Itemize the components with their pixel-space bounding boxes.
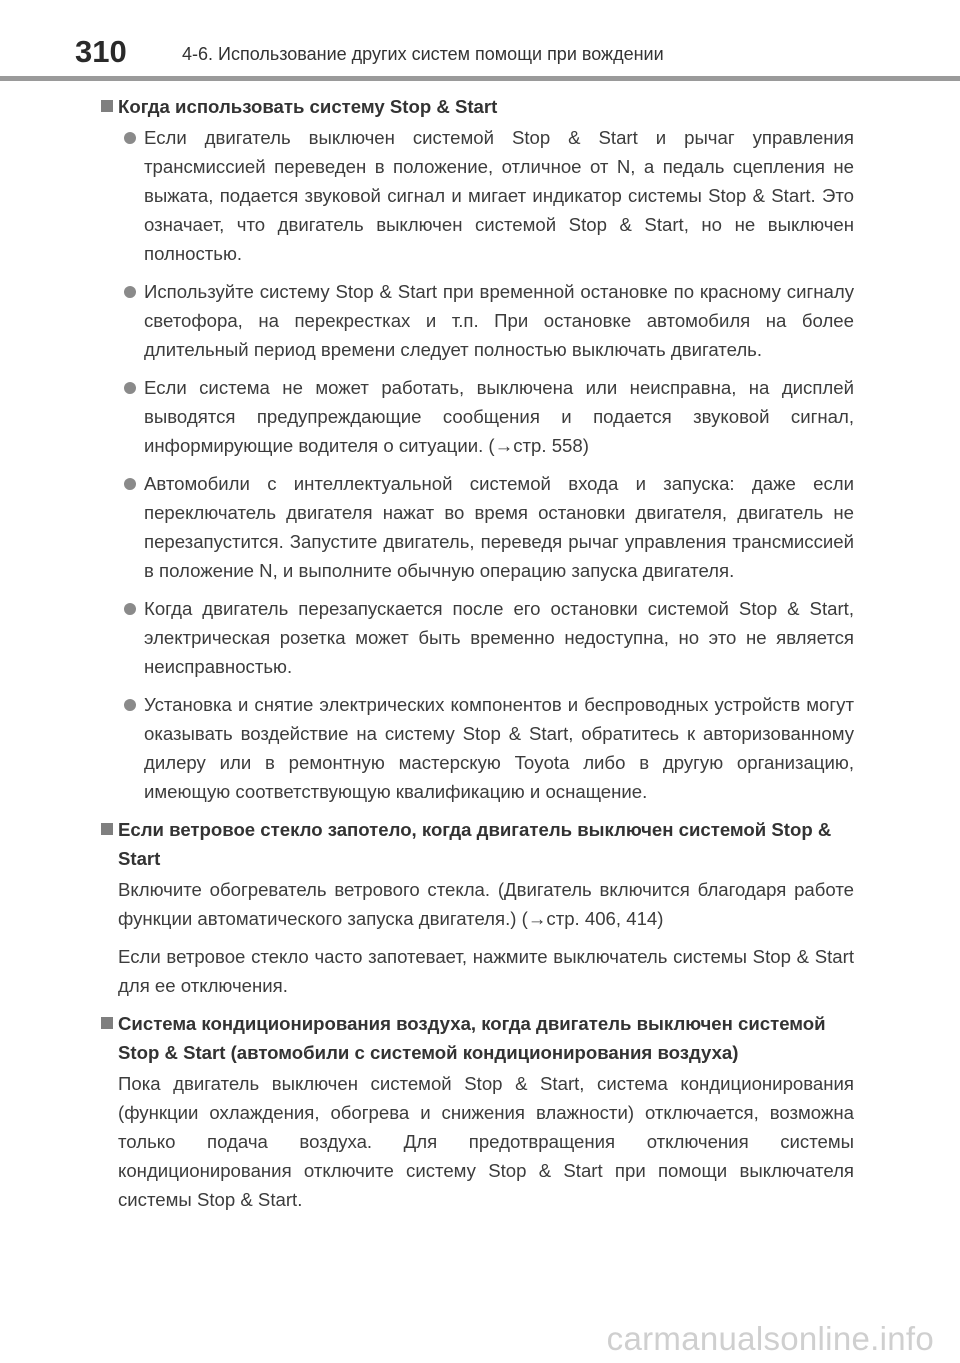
circle-bullet-icon <box>124 478 136 490</box>
bullet-text: Если двигатель выключен системой Stop & Start и рычаг управления трансмиссией переведен в положение, отличное от N, а педаль сцепления не выжата, подается звуковой сигнал и мигает индикатор системы Stop & Start. Это означает, что двигатель выключен системой Stop & Start, но не выключен полностью. <box>144 127 854 264</box>
bullet-item <box>97 594 854 681</box>
circle-bullet-icon <box>124 286 136 298</box>
page-number: 310 <box>75 34 127 69</box>
bullet-text: Автомобили с интеллектуальной системой входа и запуска: даже если переключатель двигателя нажат во время остановки двигателя, двигатель не перезапустится. Запустите двигатель, переведя рычаг управления трансмиссией в положение N, и выполните обычную операцию запуска двигателя. <box>144 473 854 581</box>
paragraph: Включите обогреватель ветрового стекла. (Двигатель включится благодаря работе функции автоматического запуска двигателя.) (→стр. 406, 414) <box>118 879 854 929</box>
paragraph: Если ветровое стекло часто запотевает, нажмите выключатель системы Stop & Start для ее отключения. <box>118 946 854 996</box>
section-heading-text: Если ветровое стекло запотело, когда двигатель выключен системой Stop & Start <box>118 819 832 869</box>
section-heading-text: Когда использовать систему Stop & Start <box>118 96 498 117</box>
bullet-item <box>97 123 854 268</box>
circle-bullet-icon <box>124 603 136 615</box>
bullet-item <box>97 690 854 806</box>
bullet-text: Если система не может работать, выключена или неисправна, на дисплей выводятся предупреждающие сообщения и подается звуковой сигнал, информирующие водителя о ситуации. (→стр. 558) <box>144 377 854 456</box>
section-heading <box>97 92 854 121</box>
section-heading-text: Система кондиционирования воздуха, когда двигатель выключен системой Stop & Start (автомобили с системой кондиционирования воздуха) <box>118 1013 826 1063</box>
bullet-item <box>97 373 854 460</box>
section-heading <box>97 815 854 873</box>
watermark: carmanualsonline.info <box>606 1320 934 1357</box>
chapter-title: 4-6. Использование других систем помощи при вождении <box>182 44 664 64</box>
page-content <box>97 92 854 1223</box>
bullet-text: Используйте систему Stop & Start при временной остановке по красному сигналу светофора, на перекрестках и т.п. При остановке автомобиля на более длительный период времени следует полностью выключать двигатель. <box>144 281 854 360</box>
header-divider <box>0 76 960 81</box>
square-bullet-icon <box>101 1017 113 1029</box>
page-header <box>0 0 960 82</box>
circle-bullet-icon <box>124 699 136 711</box>
square-bullet-icon <box>101 100 113 112</box>
square-bullet-icon <box>101 823 113 835</box>
circle-bullet-icon <box>124 132 136 144</box>
circle-bullet-icon <box>124 382 136 394</box>
bullet-item <box>97 469 854 585</box>
bullet-text: Установка и снятие электрических компонентов и беспроводных устройств могут оказывать воздействие на систему Stop & Start, обратитесь к авторизованному дилеру или в ремонтную мастерскую Toyota либо в другую организацию, имеющую соответствующую квалификацию и оснащение. <box>144 694 854 802</box>
paragraph: Пока двигатель выключен системой Stop & Start, система кондиционирования (функции охлаждения, обогрева и снижения влажности) отключается, возможна только подача воздуха. Для предотвращения отключения системы кондиционирования отключите систему Stop & Start при помощи выключателя системы Stop & Start. <box>118 1073 854 1210</box>
section-heading <box>97 1009 854 1067</box>
bullet-text: Когда двигатель перезапускается после его остановки системой Stop & Start, электрическая розетка может быть временно недоступна, но это не является неисправностью. <box>144 598 854 677</box>
bullet-item <box>97 277 854 364</box>
